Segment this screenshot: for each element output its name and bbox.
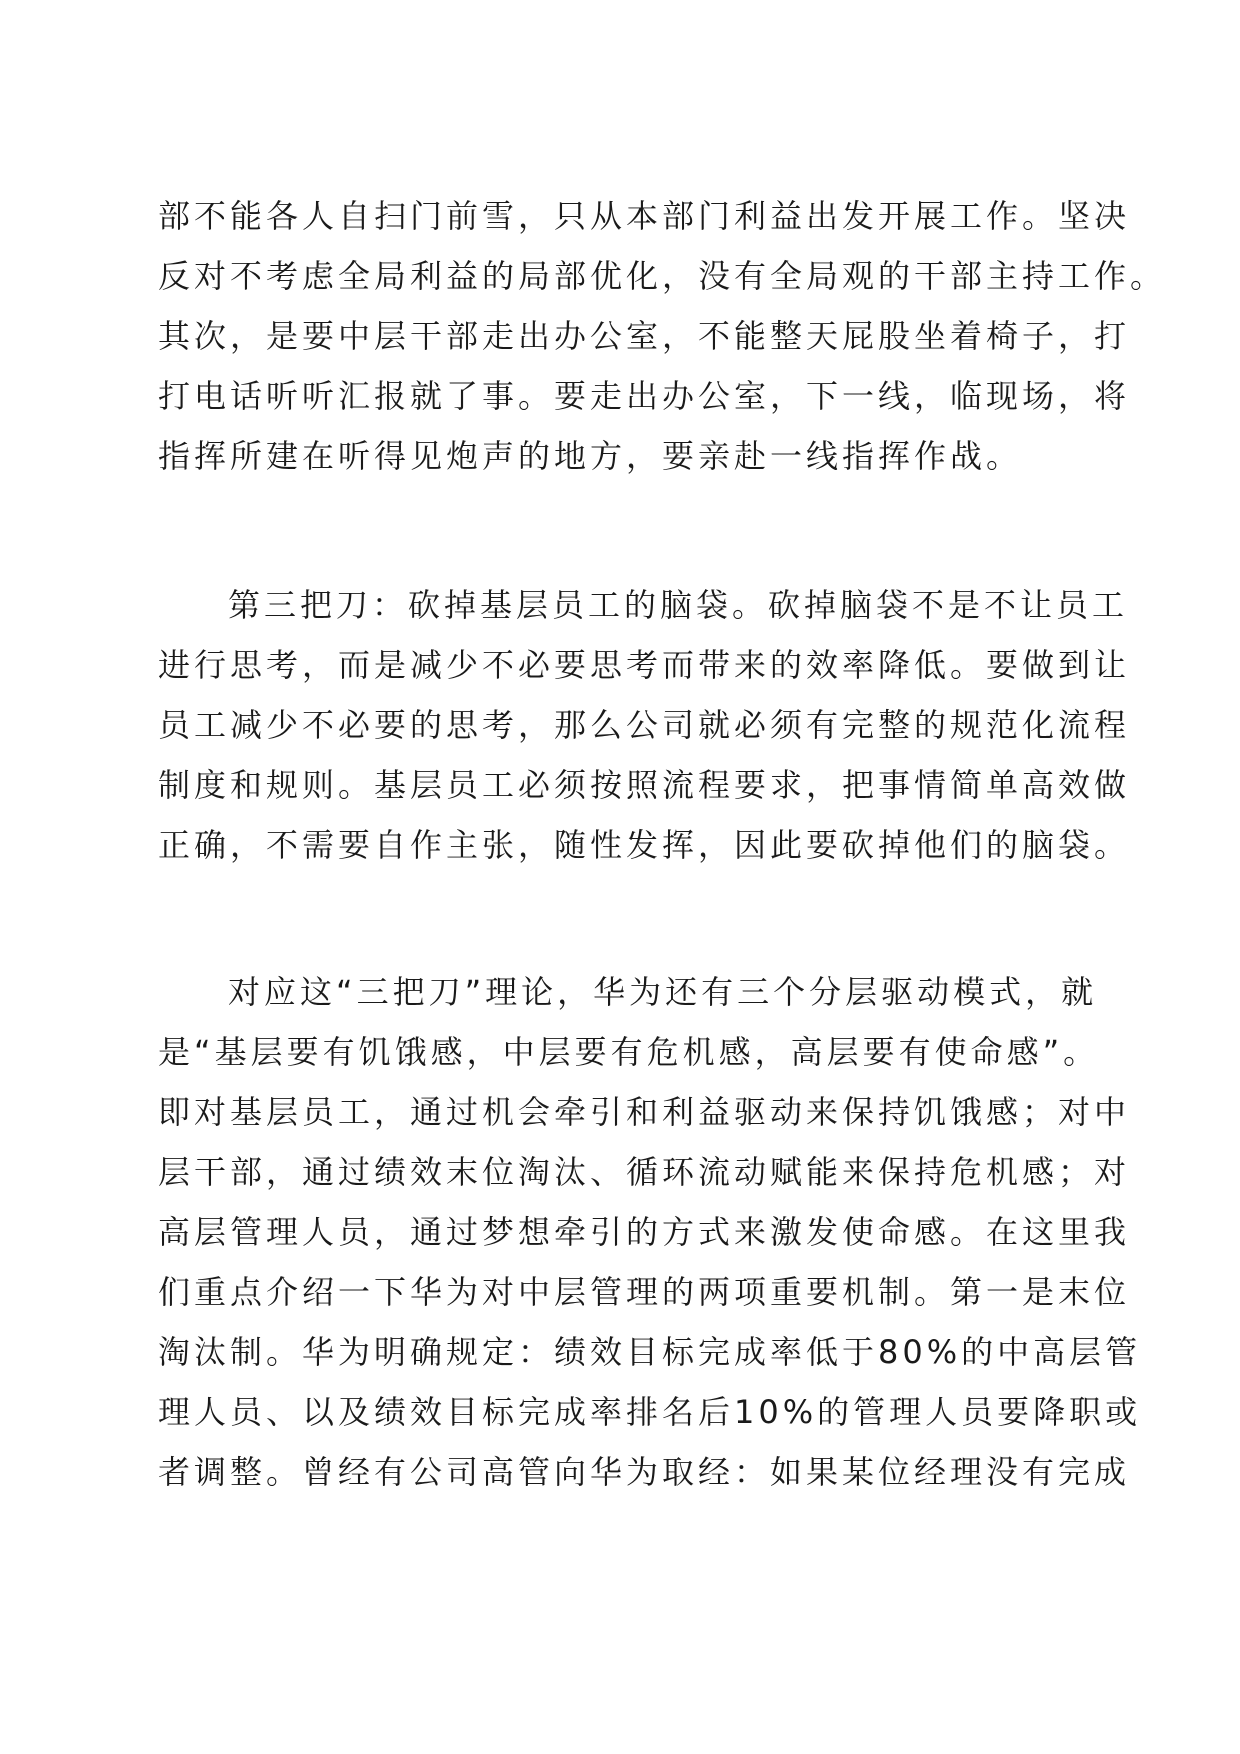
text-line: 理人员、以及绩效目标完成率排名后10%的管理人员要降职或 [158,1393,1142,1431]
text-line: 者调整。曾经有公司高管向华为取经：如果某位经理没有完成 [158,1453,1131,1491]
text-line: 淘汰制。华为明确规定：绩效目标完成率低于80%的中高层管 [158,1333,1142,1371]
text-line: 正确，不需要自作主张，随性发挥，因此要砍掉他们的脑袋。 [158,826,1131,864]
text-line: 是“基层要有饥饿感，中层要有危机感，高层要有使命感”。 [158,1033,1100,1071]
text-line: 高层管理人员，通过梦想牵引的方式来激发使命感。在这里我 [158,1213,1131,1251]
text-line: 部不能各人自扫门前雪，只从本部门利益出发开展工作。坚决 [158,197,1131,235]
text-line: 其次，是要中层干部走出办公室，不能整天屁股坐着椅子，打 [158,317,1131,355]
text-line: 进行思考，而是减少不必要思考而带来的效率降低。要做到让 [158,646,1131,684]
paragraph-3 [158,962,1142,1502]
text-line: 第三把刀：砍掉基层员工的脑袋。砍掉脑袋不是不让员工 [228,586,1129,624]
paragraph-2 [158,575,1131,875]
text-line: 制度和规则。基层员工必须按照流程要求，把事情简单高效做 [158,766,1131,804]
text-line: 指挥所建在听得见炮声的地方，要亲赴一线指挥作战。 [158,437,1023,475]
text-line: 即对基层员工，通过机会牵引和利益驱动来保持饥饿感；对中 [158,1093,1131,1131]
text-line: 打电话听听汇报就了事。要走出办公室，下一线，临现场，将 [158,377,1131,415]
text-line: 员工减少不必要的思考，那么公司就必须有完整的规范化流程 [158,706,1131,744]
paragraph-1 [158,186,1167,486]
text-line: 反对不考虑全局利益的局部优化，没有全局观的干部主持工作。 [158,257,1167,295]
text-line: 对应这“三把刀”理论，华为还有三个分层驱动模式，就 [228,973,1098,1011]
text-line: 们重点介绍一下华为对中层管理的两项重要机制。第一是末位 [158,1273,1131,1311]
text-line: 层干部，通过绩效末位淘汰、循环流动赋能来保持危机感；对 [158,1153,1131,1191]
